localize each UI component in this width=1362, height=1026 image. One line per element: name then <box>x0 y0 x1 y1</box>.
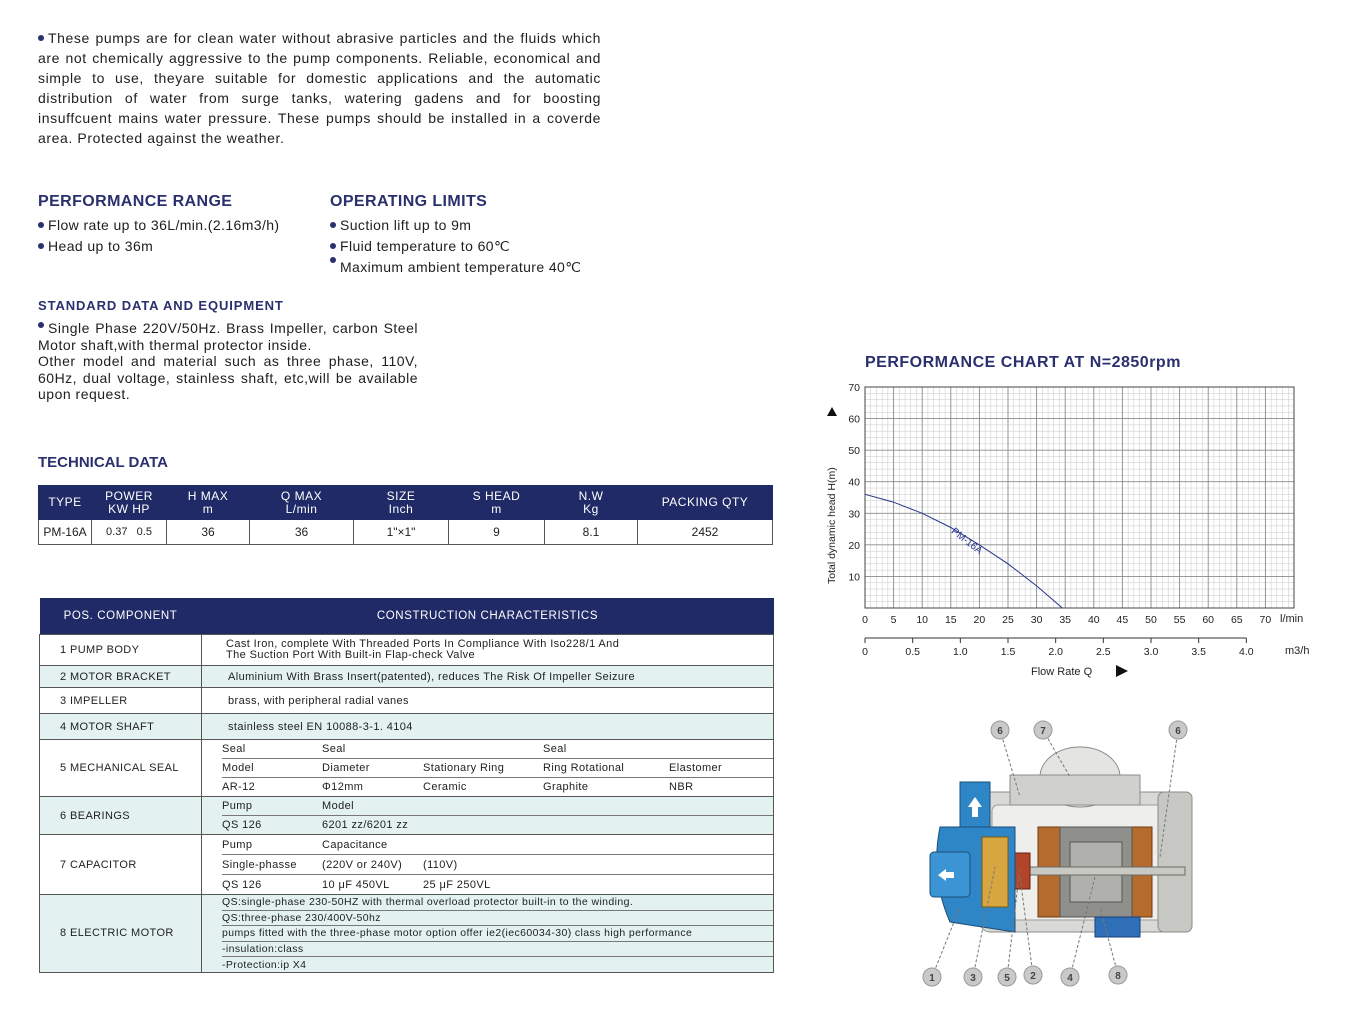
col-packing: PACKING QTY <box>638 486 773 520</box>
x-unit-label: l/min <box>1280 613 1304 625</box>
x-tick-label: 40 <box>1087 614 1100 626</box>
y-tick-label: 50 <box>848 445 860 458</box>
x2-tick-label: 0.5 <box>905 646 920 658</box>
chart-x-ticks <box>862 614 1271 626</box>
motor-lines <box>222 895 773 972</box>
seal-row <box>222 778 773 796</box>
bullet-icon <box>38 322 44 328</box>
y-tick-label: 40 <box>848 476 860 489</box>
pump-illustration <box>930 747 1192 937</box>
chart-grid-major <box>865 387 1294 608</box>
table-header-row <box>39 486 773 520</box>
table-row <box>40 835 774 895</box>
cell-kw: 0.37 <box>106 526 128 538</box>
x2-tick-label: 0 <box>862 646 868 658</box>
bullet-icon <box>330 222 336 228</box>
motor-line: QS:three-phase 230/400V-50hz <box>222 911 773 927</box>
x2-tick-label: 1.5 <box>1000 646 1016 658</box>
list-item-text: Flow rate up to 36L/min.(2.16m3/h) <box>48 217 280 233</box>
y-tick-label: 20 <box>848 539 860 552</box>
motor-line: QS:single-phase 230-50HZ with thermal overload protector built-in to the winding. <box>222 895 773 911</box>
intro-body: These pumps are for clean water without abrasive particles and the fluids which are not chemically aggressive to the pump components. Reliable, economical and simple to use, theyare suitable for domestic applications and the automatic distribution of water from surge tanks, watering gadens and for boosting insuffcuent mains water pressure. These pumps should be installed in a coverde area. Protected against the weather. <box>38 30 601 146</box>
x2-tick-label: 3.5 <box>1191 646 1206 658</box>
x-axis-arrow-icon <box>1116 665 1128 677</box>
capacitor-cell: Pump <box>222 838 253 851</box>
chart-y-ticks <box>848 382 860 583</box>
cell-characteristics <box>202 797 774 835</box>
capacitor-cell: (220V or 240V) <box>322 858 403 871</box>
list-item <box>38 215 279 236</box>
chart-grid-minor <box>865 387 1294 608</box>
cell-characteristics <box>202 740 774 797</box>
table-header-row <box>40 598 774 635</box>
x2-tick-label: 1.0 <box>953 646 968 658</box>
list-item <box>330 215 581 236</box>
table-row <box>40 895 774 973</box>
list-item <box>330 236 581 257</box>
x-tick-label: 65 <box>1230 614 1243 626</box>
col-power-l2: KW HP <box>108 501 150 516</box>
cell-hp: 0.5 <box>136 526 152 538</box>
table-row <box>40 666 774 688</box>
chart-x2-axis <box>862 638 1254 658</box>
bullet-icon <box>38 243 44 249</box>
seal-cell: Seal <box>322 743 346 755</box>
col-hmax-l2: m <box>202 501 214 516</box>
x-axis-label: Flow Rate Q <box>1031 666 1093 678</box>
cell-size: 1"×1" <box>354 520 449 545</box>
cell-component: 6 BEARINGS <box>40 797 202 835</box>
performance-range-title: PERFORMANCE RANGE <box>38 193 233 210</box>
cell-component: 3 IMPELLER <box>40 688 202 714</box>
x-tick-label: 20 <box>973 614 986 626</box>
callout-number: 5 <box>1004 973 1010 984</box>
chart-title: PERFORMANCE CHART AT N=2850rpm <box>865 354 1181 371</box>
cell-characteristics <box>202 835 774 895</box>
cell-characteristics: brass, with peripheral radial vanes <box>202 688 774 714</box>
cell-characteristics <box>202 895 774 973</box>
callout-number: 4 <box>1067 973 1073 984</box>
terminal-box <box>1010 775 1140 805</box>
technical-table <box>38 485 773 545</box>
cell-type: PM-16A <box>39 520 92 545</box>
series-label: PM-16A <box>948 525 985 557</box>
cell-component: 2 MOTOR BRACKET <box>40 666 202 688</box>
pump-body-line-2: The Suction Port With Built-in Flap-check Valve <box>226 649 476 661</box>
capacitor-cell: Single-phasse <box>222 858 297 871</box>
capacitor-cell: 10 μF 450VL <box>322 878 390 891</box>
y-tick-label: 10 <box>848 571 860 584</box>
col-hmax <box>167 486 250 520</box>
x-tick-label: 35 <box>1059 614 1072 626</box>
y-axis-arrow-icon <box>827 407 837 416</box>
y-axis-label: Total dynamic head H(m) <box>826 467 838 584</box>
capacitor-cell: 25 μF 250VL <box>423 878 491 891</box>
seal-cell: AR-12 <box>222 781 256 793</box>
capacitor-grid <box>222 835 773 894</box>
col-shead-l1: S HEAD <box>472 488 521 503</box>
performance-chart <box>820 378 1340 688</box>
cell-component: 5 MECHANICAL SEAL <box>40 740 202 797</box>
bullet-icon <box>330 243 336 249</box>
pump-cutaway-diagram <box>920 717 1210 992</box>
seal-cell: Ring Rotational <box>543 762 625 774</box>
seal-cell: Ceramic <box>423 781 467 793</box>
col-type: TYPE <box>39 486 92 520</box>
bearings-row <box>222 816 773 834</box>
list-item-text: Head up to 36m <box>48 238 154 254</box>
performance-range-list <box>38 215 279 257</box>
x-tick-label: 50 <box>1145 614 1157 626</box>
bearings-cell: QS 126 <box>222 819 262 831</box>
x-tick-label: 45 <box>1116 614 1129 626</box>
y-tick-label: 30 <box>848 508 860 521</box>
y-tick-label: 70 <box>848 382 860 394</box>
col-qmax-l2: L/min <box>285 501 318 516</box>
callout-number: 1 <box>929 973 935 984</box>
x-tick-label: 25 <box>1002 614 1014 626</box>
technical-title: TECHNICAL DATA <box>38 454 168 471</box>
x-tick-label: 5 <box>890 614 897 626</box>
pump-body-line-1: Cast Iron, complete With Threaded Ports In Compliance With Iso228/1 And <box>226 638 620 650</box>
bullet-icon <box>38 222 44 228</box>
seal-cell: Seal <box>222 743 246 755</box>
cell-hmax: 36 <box>167 520 250 545</box>
motor-line: -insulation:class <box>222 942 773 958</box>
col-hmax-l1: H MAX <box>187 488 229 503</box>
cell-nw: 8.1 <box>545 520 638 545</box>
col-qmax <box>250 486 354 520</box>
capacitor-cell: (110V) <box>423 858 458 871</box>
capacitor-cell: Capacitance <box>322 838 388 851</box>
callout-number: 8 <box>1115 971 1121 982</box>
operating-limits-title: OPERATING LIMITS <box>330 193 488 210</box>
list-item-text: Fluid temperature to 60℃ <box>340 238 511 254</box>
cell-qmax: 36 <box>250 520 354 545</box>
x-tick-label: 55 <box>1173 614 1186 626</box>
callout-number: 2 <box>1030 971 1036 982</box>
cell-packing: 2452 <box>638 520 773 545</box>
list-item <box>38 236 279 257</box>
callout-number: 6 <box>1175 726 1181 737</box>
seal-row <box>222 740 773 759</box>
seal-cell: NBR <box>669 781 694 793</box>
standard-line-2: Other model and material such as three phase, 110V, 60Hz, dual voltage, stainless shaft, etc,will be available upon request. <box>38 353 418 402</box>
standard-text <box>38 320 418 403</box>
seal-cell: Graphite <box>543 781 589 793</box>
bullet-icon <box>38 35 44 41</box>
y-tick-label: 60 <box>848 413 860 426</box>
col-nw-l2: Kg <box>583 501 599 516</box>
bearings-row <box>222 797 773 816</box>
x-tick-label: 30 <box>1030 614 1043 626</box>
construction-table <box>39 598 774 973</box>
operating-limits-list <box>330 215 581 278</box>
cell-characteristics: Aluminium With Brass Insert(patented), reduces The Risk Of Impeller Seizure <box>202 666 774 688</box>
seal-cell: Model <box>222 762 254 774</box>
list-item <box>330 257 581 278</box>
x-tick-label: 0 <box>862 614 868 626</box>
bearings-grid <box>222 797 773 834</box>
col-nw-l1: N.W <box>578 488 604 503</box>
chart-frame <box>865 387 1294 608</box>
bearings-cell: Pump <box>222 800 253 812</box>
callout-number: 6 <box>997 726 1003 737</box>
table-row <box>39 520 773 545</box>
col-shead <box>449 486 545 520</box>
cell-component: 1 PUMP BODY <box>40 635 202 666</box>
seal-cell: Diameter <box>322 762 370 774</box>
col-qmax-l1: Q MAX <box>280 488 323 503</box>
standard-title: STANDARD DATA AND EQUIPMENT <box>38 298 284 313</box>
seal-cell: Stationary Ring <box>423 762 505 774</box>
x2-unit-label: m3/h <box>1285 645 1310 657</box>
intro-text <box>38 28 601 148</box>
x2-tick-label: 2.5 <box>1096 646 1111 658</box>
x-tick-label: 15 <box>944 614 957 626</box>
cell-characteristics <box>202 635 774 666</box>
capacitor-row <box>222 835 773 855</box>
list-item-text: Suction lift up to 9m <box>340 217 472 233</box>
bearings-cell: 6201 zz/6201 zz <box>322 819 409 831</box>
x2-tick-label: 2.0 <box>1048 646 1063 658</box>
cell-component: 7 CAPACITOR <box>40 835 202 895</box>
seal-cell: Φ12mm <box>322 781 364 793</box>
col-pos-component: POS. COMPONENT <box>40 598 202 635</box>
table-row <box>40 740 774 797</box>
col-construction: CONSTRUCTION CHARACTERISTICS <box>202 598 774 635</box>
col-power <box>92 486 167 520</box>
x-tick-label: 70 <box>1259 614 1272 626</box>
bearings-cell: Model <box>322 800 354 812</box>
cell-characteristics: stainless steel EN 10088-3-1. 4104 <box>202 714 774 740</box>
seal-row <box>222 759 773 778</box>
impeller <box>982 837 1008 907</box>
cell-power <box>92 520 167 545</box>
cell-component: 8 ELECTRIC MOTOR <box>40 895 202 973</box>
col-nw <box>545 486 638 520</box>
standard-line-1-text: Single Phase 220V/50Hz. Brass Impeller, carbon Steel Motor shaft,with thermal protector inside. <box>38 320 418 353</box>
col-size <box>354 486 449 520</box>
col-size-l1: SIZE <box>386 488 416 503</box>
seal-grid <box>222 740 773 796</box>
capacitor-cell: QS 126 <box>222 878 262 891</box>
motor-line: -Protection:ip X4 <box>222 958 307 971</box>
cell-component: 4 MOTOR SHAFT <box>40 714 202 740</box>
table-row <box>40 714 774 740</box>
col-power-l1: POWER <box>105 488 153 503</box>
callout-number: 3 <box>970 973 976 984</box>
x-tick-label: 10 <box>916 614 929 626</box>
x-tick-label: 60 <box>1202 614 1215 626</box>
motor-base <box>1095 917 1140 937</box>
seal-cell: Elastomer <box>669 762 723 774</box>
table-row <box>40 797 774 835</box>
callout-number: 7 <box>1040 726 1046 737</box>
x2-tick-label: 4.0 <box>1239 646 1254 658</box>
cell-shead: 9 <box>449 520 545 545</box>
motor-line: pumps fitted with the three-phase motor option offer ie2(iec60034-30) class high performance <box>222 926 773 942</box>
capacitor-row <box>222 875 773 894</box>
col-size-l2: Inch <box>388 501 414 516</box>
list-item-text: Maximum ambient temperature 40℃ <box>340 259 582 275</box>
standard-line-1 <box>38 320 418 353</box>
seal-cell: Seal <box>543 743 567 755</box>
col-shead-l2: m <box>491 501 502 516</box>
table-row <box>40 635 774 666</box>
table-row <box>40 688 774 714</box>
capacitor-row <box>222 855 773 875</box>
x2-tick-label: 3.0 <box>1143 646 1159 658</box>
fan-cover <box>1158 792 1192 932</box>
bullet-icon <box>330 257 336 263</box>
